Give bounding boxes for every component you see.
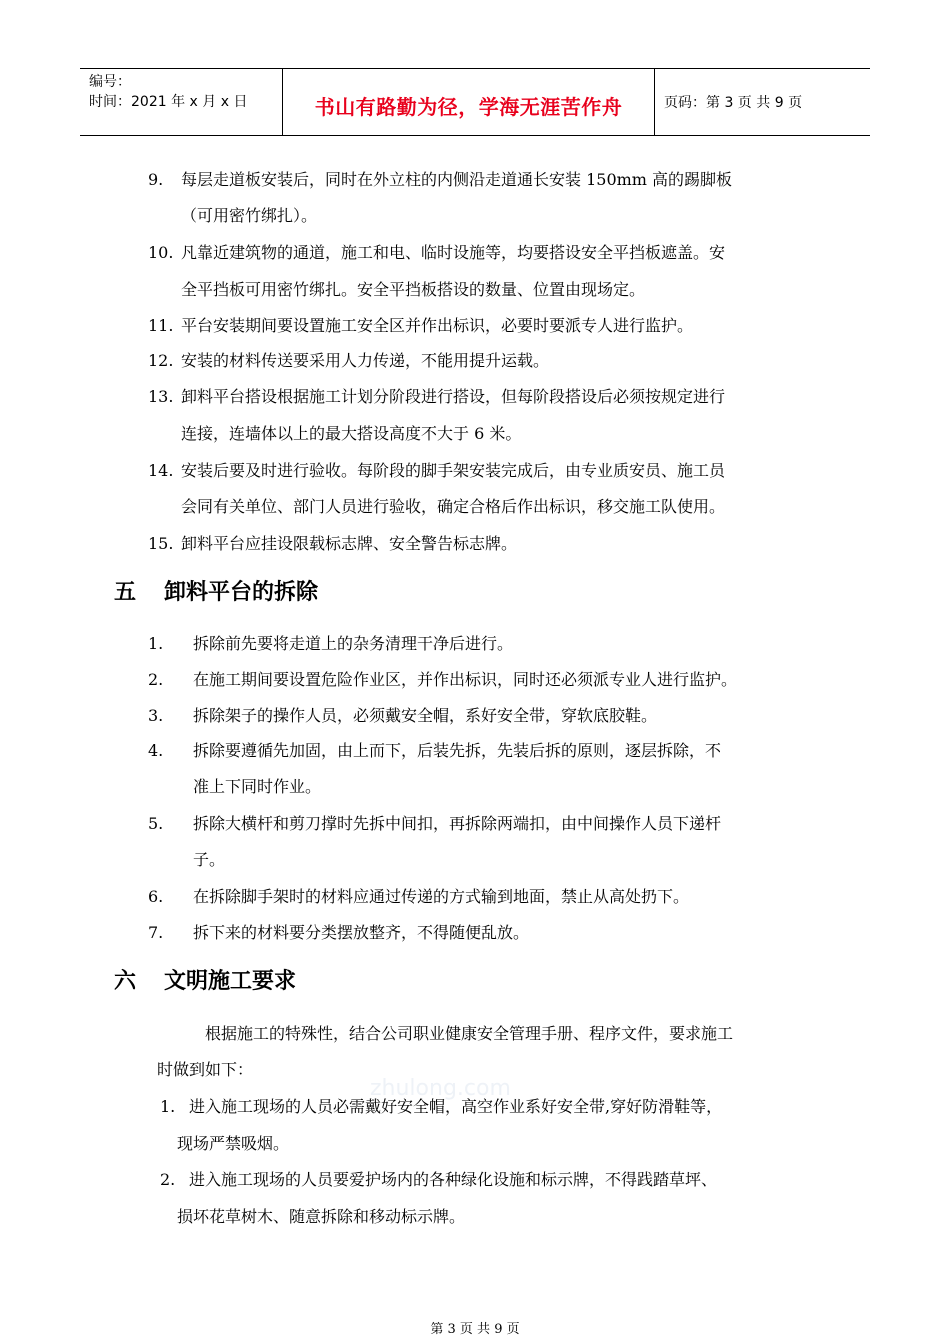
- list-item-text: 进入施工现场的人员必需戴好安全帽，高空作业系好安全带,穿好防滑鞋等，: [189, 1097, 723, 1116]
- list-item-number: 10.: [148, 243, 174, 262]
- list-item-text: 拆除大横杆和剪刀撑时先拆中间扣，再拆除两端扣，由中间操作人员下递杆: [193, 814, 722, 833]
- list-item-text: 在施工期间要设置危险作业区，并作出标识，同时还必须派专业人进行监护。: [193, 670, 738, 689]
- section-number: 五: [114, 580, 137, 605]
- header-time-label: 时间：2021 年 x 月 x 日: [89, 94, 248, 110]
- list-item-text: 连接，连墙体以上的最大搭设高度不大于 6 米。: [181, 424, 522, 443]
- list-item-number: 13.: [148, 387, 174, 406]
- list-item-text: 拆除要遵循先加固，由上而下，后装先拆，先装后拆的原则，逐层拆除，不: [193, 741, 722, 760]
- list-item-number: 2.: [160, 1170, 176, 1189]
- list-item-number: 2.: [148, 670, 164, 689]
- list-item-text: 卸料平台搭设根据施工计划分阶段进行搭设，但每阶段搭设后必须按规定进行: [181, 387, 726, 406]
- list-item-number: 7.: [148, 923, 164, 942]
- header-motto: 书山有路勤为径，学海无涯苦作舟: [283, 69, 655, 135]
- paragraph-line: 时做到如下：: [157, 1060, 254, 1079]
- list-item-number: 1.: [160, 1097, 176, 1116]
- list-item-text: 会同有关单位、部门人员进行验收，确定合格后作出标识，移交施工队使用。: [181, 497, 726, 516]
- list-item-text: 拆下来的材料要分类摆放整齐，不得随便乱放。: [193, 923, 530, 942]
- list-item-number: 14.: [148, 461, 174, 480]
- header-number-label: 编号：: [89, 74, 131, 90]
- header-meta: [80, 69, 283, 135]
- list-item-number: 12.: [148, 351, 174, 370]
- list-item-number: 15.: [148, 534, 174, 553]
- list-item-number: 6.: [148, 887, 164, 906]
- list-item-number: 9.: [148, 170, 164, 189]
- section-heading: [114, 967, 296, 997]
- list-item-number: 4.: [148, 741, 164, 760]
- page-footer: 第 3 页 共 9 页: [430, 1322, 520, 1337]
- list-item-text: 安装的材料传送要采用人力传递，不能用提升运载。: [181, 351, 550, 370]
- section-heading: [114, 578, 318, 608]
- list-item-text: 拆除前先要将走道上的杂务清理干净后进行。: [193, 634, 514, 653]
- list-item-text: 全平挡板可用密竹绑扎。安全平挡板搭设的数量、位置由现场定。: [181, 280, 646, 299]
- list-item-text: 在拆除脚手架时的材料应通过传递的方式输到地面，禁止从高处扔下。: [193, 887, 690, 906]
- list-item-text: 损坏花草树木、随意拆除和移动标示牌。: [177, 1207, 466, 1226]
- list-item-text: 现场严禁吸烟。: [177, 1134, 290, 1153]
- watermark: zhulong.com: [370, 1076, 511, 1101]
- section-number: 六: [114, 969, 137, 994]
- list-item-text: 每层走道板安装后，同时在外立柱的内侧沿走道通长安装 150mm 高的踢脚板: [181, 170, 733, 189]
- list-item-number: 5.: [148, 814, 164, 833]
- list-item-number: 1.: [148, 634, 164, 653]
- list-item-text: 凡靠近建筑物的通道，施工和电、临时设施等，均要搭设安全平挡板遮盖。安: [181, 243, 726, 262]
- list-item-text: 子。: [193, 850, 226, 869]
- section-title: 文明施工要求: [164, 969, 297, 994]
- list-item-text: 拆除架子的操作人员，必须戴安全帽，系好安全带，穿软底胶鞋。: [193, 706, 658, 725]
- list-item-text: 安装后要及时进行验收。每阶段的脚手架安装完成后，由专业质安员、施工员: [181, 461, 726, 480]
- list-item-text: 卸料平台应挂设限载标志牌、安全警告标志牌。: [181, 534, 518, 553]
- list-item-text: 平台安装期间要设置施工安全区并作出标识，必要时要派专人进行监护。: [181, 316, 694, 335]
- list-item-number: 3.: [148, 706, 164, 725]
- paragraph-line: 根据施工的特殊性，结合公司职业健康安全管理手册、程序文件，要求施工: [205, 1024, 734, 1043]
- page-header: [80, 68, 870, 136]
- header-page-info: 页码：第 3 页 共 9 页: [664, 95, 803, 111]
- list-item-text: 进入施工现场的人员要爱护场内的各种绿化设施和标示牌，不得践踏草坪、: [189, 1170, 718, 1189]
- list-item-text: （可用密竹绑扎）。: [181, 206, 318, 225]
- section-title: 卸料平台的拆除: [164, 580, 319, 605]
- list-item-text: 准上下同时作业。: [193, 777, 322, 796]
- list-item-number: 11.: [148, 316, 174, 335]
